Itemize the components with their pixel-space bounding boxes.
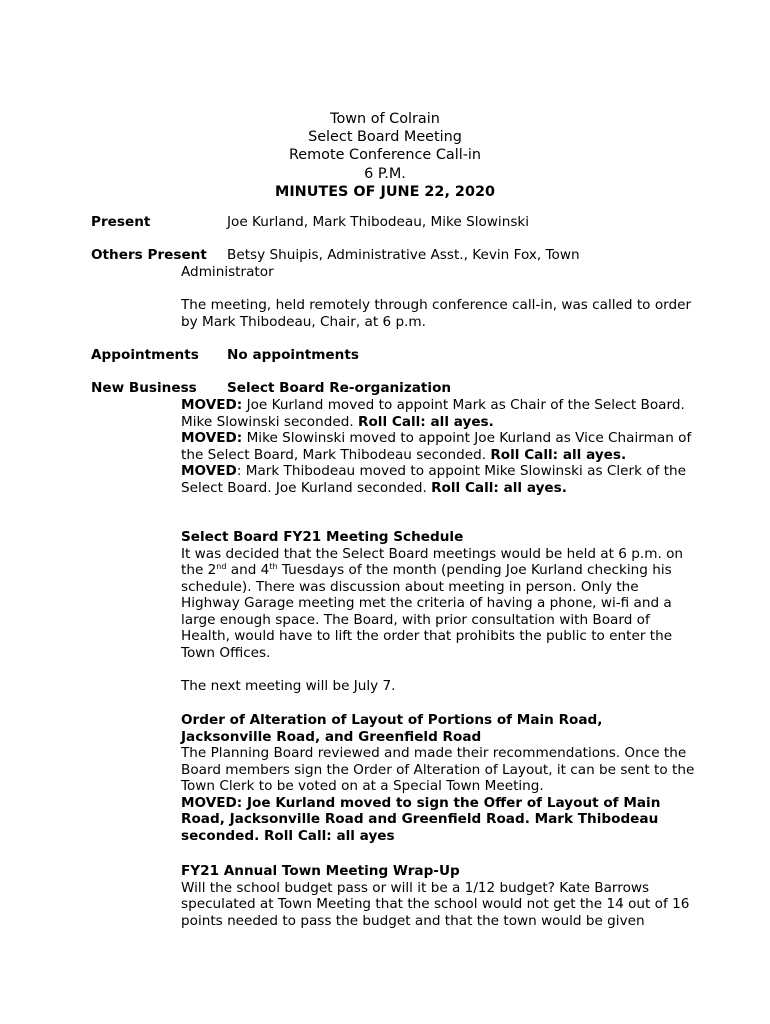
minutes-title: MINUTES OF JUNE 22, 2020 (275, 183, 495, 200)
alteration-section (181, 712, 696, 844)
wrapup-section (181, 863, 696, 929)
new-business-label: New Business (91, 380, 197, 396)
present-row (91, 214, 691, 231)
town-name: Town of Colrain (330, 111, 440, 127)
others-present-row (91, 247, 691, 264)
reorg-title: Select Board Re-organization (227, 380, 452, 396)
schedule-text: It was decided that the Select Board meetings would be held at 6 p.m. on the 2nd and 4th Tuesdays of the month (pending Joe Kurland checking his schedule). There was discussion about meeting in person. Only the Highway Garage meeting met the criteria of having a phone, wi-fi and a large enough space. The Board, with prior consultation with Board of Health, would have to lift the order that prohibits the public to enter the Town Offices. (181, 545, 684, 661)
motion-vice-chair: MOVED: Mike Slowinski moved to appoint Joe Kurland as Vice Chairman of the Select Board, Mark Thibodeau seconded. Roll Call: all ayes. (181, 430, 692, 463)
next-meeting: The next meeting will be July 7. (181, 678, 396, 694)
document-header (0, 110, 770, 201)
others-present-line1: Betsy Shuipis, Administrative Asst., Kevin Fox, Town (227, 247, 580, 263)
schedule-section (181, 529, 696, 661)
present-names: Joe Kurland, Mark Thibodeau, Mike Slowinski (227, 214, 530, 230)
meeting-name: Select Board Meeting (308, 129, 462, 146)
new-business-row (91, 380, 691, 397)
motion-clerk: MOVED: Mark Thibodeau moved to appoint Mike Slowinski as Clerk of the Select Board. Joe Kurland seconded. Roll Call: all ayes. (181, 463, 687, 496)
motion-chair: MOVED: Joe Kurland moved to appoint Mark as Chair of the Select Board. Mike Slowinski seconded. Roll Call: all ayes. (181, 397, 685, 430)
appointments-row (91, 347, 691, 364)
appointments-value: No appointments (227, 347, 359, 363)
wrapup-title: FY21 Annual Town Meeting Wrap-Up (181, 863, 460, 879)
others-present-line2: Administrator (181, 264, 274, 280)
alteration-text: The Planning Board reviewed and made their recommendations. Once the Board members sign the Order of Alteration of Layout, it can be sent to the Town Clerk to be voted on at a Special Town Meeting. (181, 745, 695, 794)
alteration-title: Order of Alteration of Layout of Portions of Main Road, Jacksonville Road, and Greenfield Road (181, 712, 603, 745)
meeting-time: 6 P.M. (364, 165, 406, 182)
present-label: Present (91, 214, 151, 230)
others-present-label: Others Present (91, 247, 207, 263)
reorg-motions (181, 397, 696, 496)
wrapup-text: Will the school budget pass or will it be a 1/12 budget? Kate Barrows speculated at Town Meeting that the school would not get the 14 out of 16 points needed to pass the budget and that the town would be given (181, 879, 690, 929)
schedule-title: Select Board FY21 Meeting Schedule (181, 529, 464, 545)
intro-paragraph: The meeting, held remotely through conference call-in, was called to order by Mark Thibodeau, Chair, at 6 p.m. (181, 297, 692, 330)
alteration-motion: MOVED: Joe Kurland moved to sign the Offer of Layout of Main Road, Jacksonville Road and Greenfield Road. Mark Thibodeau seconded. Roll Call: all ayes (181, 794, 661, 844)
meeting-format: Remote Conference Call-in (288, 147, 482, 164)
appointments-label: Appointments (91, 347, 199, 363)
